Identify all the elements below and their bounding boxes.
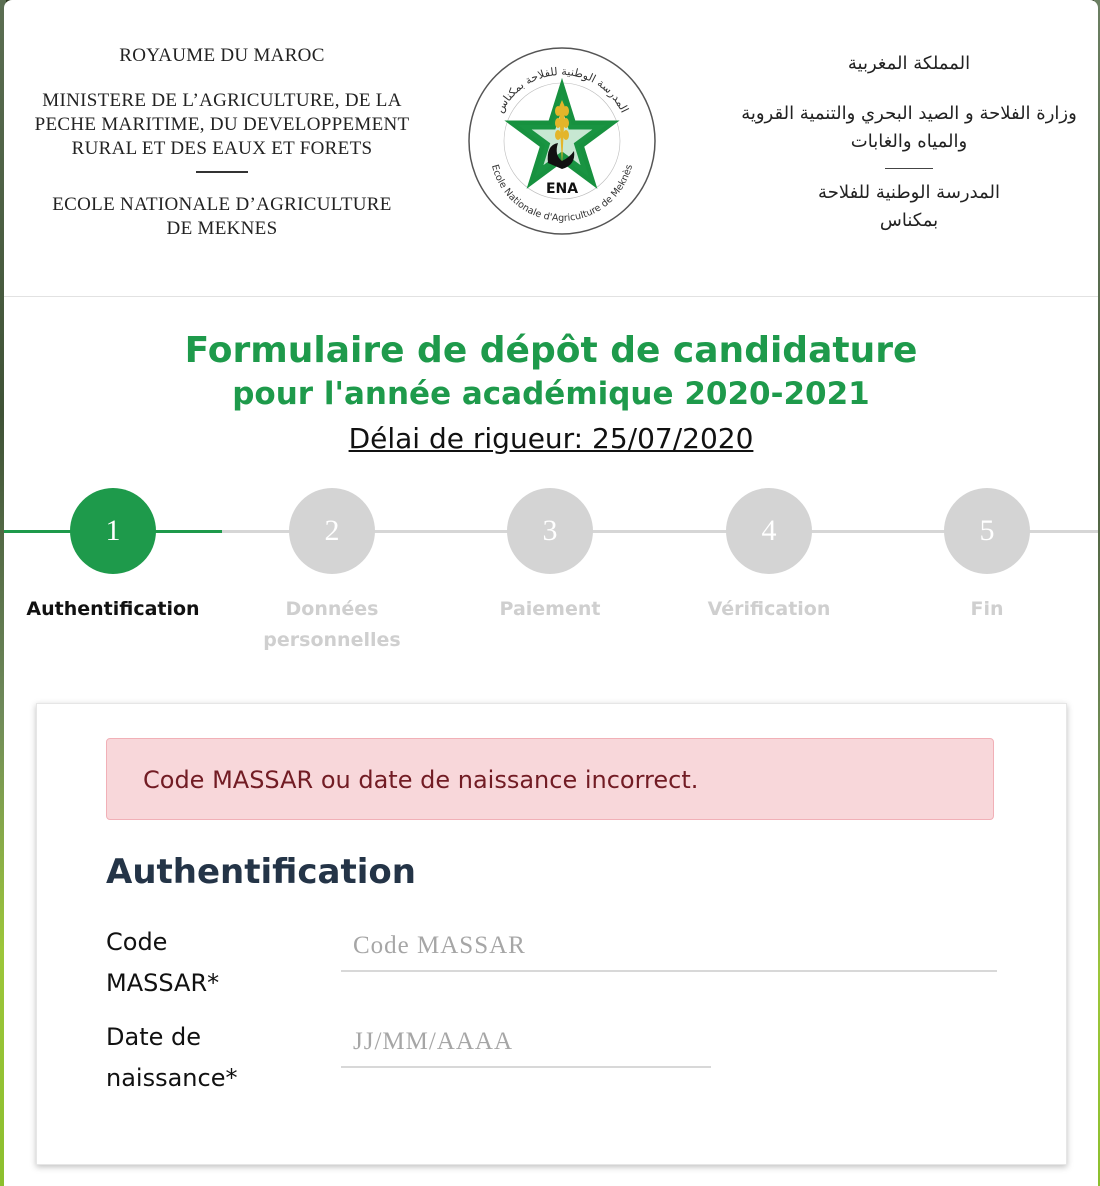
dob-label-line2: naissance* [106, 1064, 238, 1092]
step-4-label: Vérification [707, 598, 831, 620]
school-fr-line2: DE MEKNES [166, 218, 278, 239]
ministry-fr-line1: MINISTERE DE L’AGRICULTURE, DE LA [42, 90, 402, 111]
step-2-label: Données personnelles [263, 598, 401, 651]
step-3-circle: 3 [507, 488, 593, 574]
application-card [4, 0, 1098, 1186]
ministry-ar-line1: وزارة الفلاحة و الصيد البحري والتنمية القروية [741, 103, 1077, 124]
school-ar-line1: المدرسة الوطنية للفلاحة [818, 182, 1000, 203]
massar-label-line1: Code [106, 928, 168, 956]
dob-label-line1: Date de [106, 1023, 201, 1051]
kingdom-ar: المملكة المغربية [847, 53, 971, 74]
ministry-ar-line2: والمياه والغابات [850, 131, 968, 152]
step-5-circle: 5 [944, 488, 1030, 574]
french-institution-block [4, 44, 440, 241]
step-authentification[interactable] [18, 488, 208, 625]
kingdom-fr: ROYAUME DU MAROC [119, 45, 325, 66]
header-divider-ar [885, 168, 933, 169]
ministry-fr-line2: PECHE MARITIME, DU DEVELOPPEMENT [34, 114, 410, 135]
ministry-fr-line3: RURAL ET DES EAUX ET FORETS [71, 138, 373, 159]
step-1-circle: 1 [70, 488, 156, 574]
massar-label [106, 922, 219, 1004]
logo-ena-text: ENA [545, 181, 579, 197]
massar-input[interactable] [341, 922, 997, 972]
step-3-label: Paiement [499, 598, 601, 620]
massar-label-line2: MASSAR* [106, 969, 220, 997]
form-title-block [4, 329, 1098, 461]
logo-ring-arabic: المدرسة الوطنية للفلاحة بمكناس [493, 64, 632, 115]
step-5-label: Fin [970, 598, 1004, 620]
header-divider-fr [196, 171, 248, 173]
dob-label [106, 1017, 237, 1099]
page-title: Formulaire de dépôt de candidature [184, 330, 918, 371]
error-alert: Code MASSAR ou date de naissance incorrect. [106, 738, 994, 820]
step-2-circle: 2 [289, 488, 375, 574]
step-1-label: Authentification [26, 598, 200, 620]
progress-stepper [4, 488, 1098, 658]
deadline-text: Délai de rigueur: 25/07/2020 [348, 422, 754, 455]
ena-logo [466, 45, 658, 237]
step-donnees-personnelles[interactable] [237, 488, 427, 656]
page-header [4, 0, 1098, 297]
birthdate-input[interactable] [341, 1018, 711, 1068]
school-ar-line2: بمكناس [879, 210, 939, 231]
step-fin[interactable] [892, 488, 1082, 625]
step-paiement[interactable] [455, 488, 645, 625]
authentication-panel [36, 703, 1067, 1165]
academic-year-subtitle: pour l'année académique 2020-2021 [232, 376, 870, 412]
section-title: Authentification [106, 852, 416, 892]
logo-ring-french: Ecole Nationale d'Agriculture de Meknès [488, 163, 636, 225]
school-fr-line1: ECOLE NATIONALE D’AGRICULTURE [52, 194, 392, 215]
step-4-circle: 4 [726, 488, 812, 574]
step-verification[interactable] [674, 488, 864, 625]
arabic-institution-block [704, 50, 1098, 235]
